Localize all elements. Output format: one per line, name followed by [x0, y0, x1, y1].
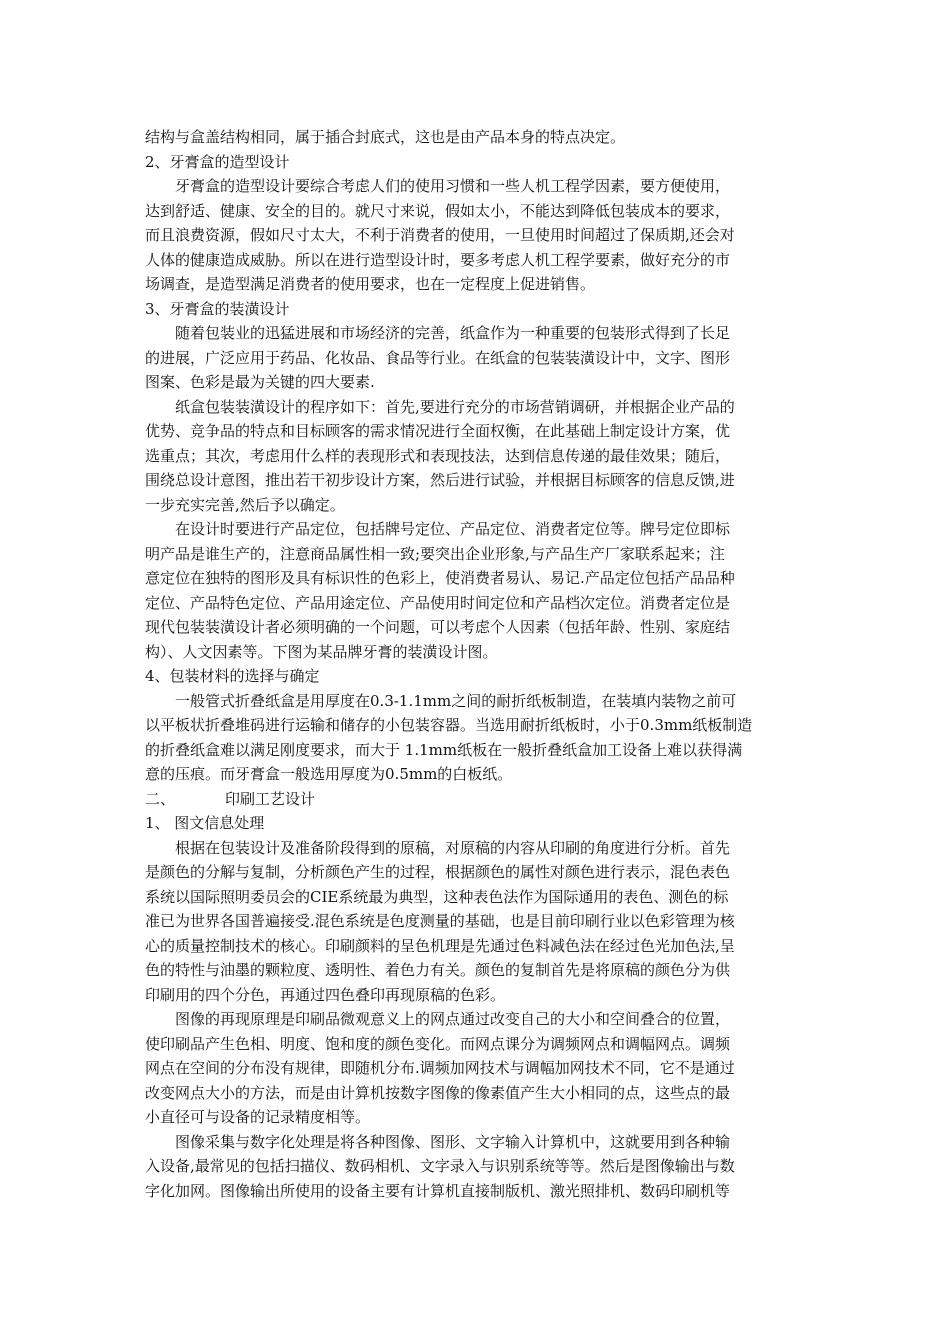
text-line: 牙膏盒的造型设计要综合考虑人们的使用习惯和一些人机工程学因素，要方便使用，: [145, 177, 731, 195]
text-line: 2、牙膏盒的造型设计: [145, 152, 290, 171]
text-line: 结构与盒盖结构相同，属于插合封底式，这也是由产品本身的特点决定。: [145, 128, 626, 146]
text-line: 改变网点大小的方法，而是由计算机按数字图像的像素值产生大小相同的点，这些点的最: [145, 1083, 731, 1102]
text-line: 而且浪费资源，假如尺寸太大，不利于消费者的使用，一旦使用时间超过了保质期,还会对: [145, 226, 735, 244]
text-line: 一般管式折叠纸盒是用厚度在0.3-1.1mm之间的耐折纸板制造，在装填内装物之前可: [145, 691, 737, 710]
section-title: 印刷工艺设计: [225, 789, 316, 808]
text-line: 系统以国际照明委员会的CIE系统最为典型，这种表色法作为国际通用的表色、测色的标: [145, 887, 729, 906]
text-line: 优势、竞争品的特点和目标顾客的需求情况进行全面权衡，在此基础上制定设计方案，优: [145, 422, 731, 440]
section-number: 二、: [145, 789, 176, 808]
text-line: 意的压痕。而牙膏盒一般选用厚度为0.5mm的白板纸。: [145, 765, 513, 783]
text-line: 的进展，广泛应用于药品、化妆品、食品等行业。在纸盒的包装装潢设计中，文字、图形: [145, 348, 731, 367]
text-line: 心的质量控制技术的核心。印刷颜料的呈色机理是先通过色料减色法在经过色光加色法,呈: [145, 936, 735, 955]
text-line: 图像采集与数字化处理是将各种图像、图形、文字输入计算机中，这就要用到各种输: [145, 1132, 731, 1151]
text-line: 现代包装装潢设计者必须明确的一个问题，可以考虑个人因素（包括年龄、性别、家庭结: [145, 618, 731, 636]
text-line: 色的特性与油墨的颗粒度、透明性、着色力有关。颜色的复制首先是将原稿的颜色分为供: [145, 961, 731, 979]
text-line: 网点在空间的分布没有规律，即随机分布.调频加网技术与调幅加网技术不同，它不是通过: [145, 1059, 735, 1077]
text-line: 选重点；其次，考虑用什么样的表现形式和表现技法，达到信息传递的最佳效果；随后，: [145, 446, 731, 465]
text-line: 字化加网。图像输出所使用的设备主要有计算机直接制版机、激光照排机、数码印刷机等: [145, 1181, 731, 1200]
text-line: 意定位在独特的图形及具有标识性的色彩上，使消费者易认、易记.产品定位包括产品品种: [145, 569, 735, 587]
text-line: 图案、色彩是最为关键的四大要素.: [145, 373, 375, 391]
text-line: 构）、人文因素等。下图为某品牌牙膏的装潢设计图。: [145, 642, 498, 661]
text-line: 图像的再现原理是印刷品微观意义上的网点通过改变自己的大小和空间叠合的位置，: [145, 1010, 731, 1028]
text-line: 入设备,最常见的包括扫描仪、数码相机、文字录入与识别系统等等。然后是图像输出与数: [145, 1157, 735, 1175]
text-line: 明产品是谁生产的，注意商品属性相一致;要突出企业形象,与产品生产厂家联系起来；注: [145, 544, 725, 563]
text-line: 以平板状折叠堆码进行运输和储存的小包装容器。当选用耐折纸板时，小于0.3mm纸板制造: [145, 716, 753, 734]
text-line: 是颜色的分解与复制，分析颜色产生的过程，根据颜色的属性对颜色进行表示，混色表色: [145, 863, 731, 881]
text-line: 根据在包装设计及准备阶段得到的原稿，对原稿的内容从印刷的角度进行分析。首先: [145, 838, 731, 857]
text-line: 3、牙膏盒的装潢设计: [145, 299, 290, 318]
text-line: 一步充实完善,然后予以确定。: [145, 495, 345, 514]
text-line: 在设计时要进行产品定位，包括牌号定位、产品定位、消费者定位等。牌号定位即标: [145, 520, 731, 538]
text-line: 随着包装业的迅猛进展和市场经济的完善，纸盒作为一种重要的包装形式得到了长足: [145, 324, 731, 342]
section-heading-2: [145, 787, 809, 812]
text-line: 围绕总设计意图，推出若干初步设计方案，然后进行试验，并根据目标顾客的信息反馈,进: [145, 471, 735, 489]
text-line: 纸盒包装装潢设计的程序如下：首先,要进行充分的市场营销调研，并根据企业产品的: [145, 397, 735, 416]
text-line: 准已为世界各国普遍接受.混色系统是色度测量的基础，也是目前印刷行业以色彩管理为核: [145, 912, 735, 930]
text-line: 人体的健康造成威胁。所以在进行造型设计时，要多考虑人机工程学要素，做好充分的市: [145, 250, 731, 269]
text-line: 使印刷品产生色相、明度、饱和度的颜色变化。而网点课分为调频网点和调幅网点。调频: [145, 1034, 731, 1053]
text-block-upper: [145, 125, 809, 787]
text-line: 达到舒适、健康、安全的目的。就尺寸来说，假如太小，不能达到降低包装成本的要求，: [145, 201, 731, 220]
text-block-lower: [145, 811, 809, 1203]
text-line: 印刷用的四个分色，再通过四色叠印再现原稿的色彩。: [145, 985, 506, 1004]
document-body: [145, 125, 809, 1203]
text-line: 4、包装材料的选择与确定: [145, 667, 320, 685]
text-line: 1、 图文信息处理: [145, 814, 265, 832]
text-line: 小直径可与设备的记录精度相等。: [145, 1108, 371, 1126]
text-line: 的折叠纸盒难以满足刚度要求，而大于 1.1mm纸板在一般折叠纸盒加工设备上难以获得满: [145, 740, 743, 759]
text-line: 定位、产品特色定位、产品用途定位、产品使用时间定位和产品档次定位。消费者定位是: [145, 593, 731, 612]
text-line: 场调查，是造型满足消费者的使用要求，也在一定程度上促进销售。: [145, 275, 596, 293]
